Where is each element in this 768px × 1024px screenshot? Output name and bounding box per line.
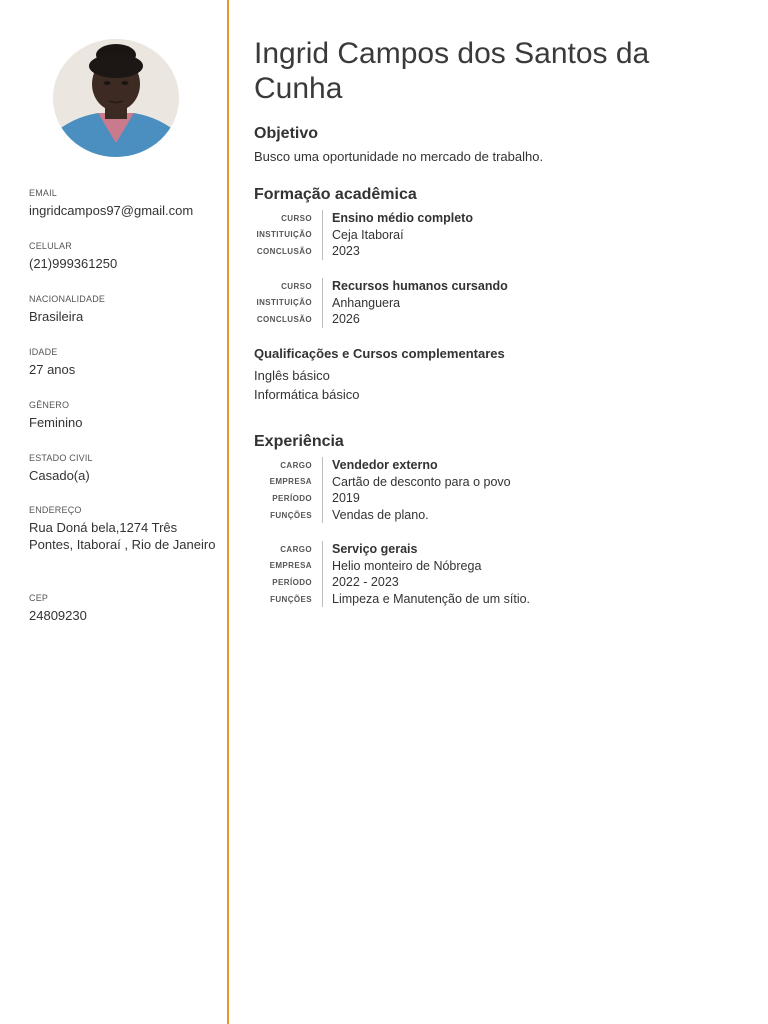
sidebar [0, 0, 227, 1024]
institution-name: Anhanguera [322, 295, 400, 312]
contact-label: CEP [29, 593, 49, 603]
contact-address [29, 505, 219, 553]
contact-label: ESTADO CIVIL [29, 453, 93, 463]
contact-label: NACIONALIDADE [29, 294, 106, 304]
field-label: EMPRESA [269, 561, 312, 571]
field-label: PERÍODO [272, 577, 312, 587]
qualification-item: Informática básico [254, 387, 360, 402]
role-name: Vendedor externo [322, 457, 438, 474]
field-label: CURSO [281, 213, 312, 223]
contact-label: CELULAR [29, 241, 72, 251]
contact-phone [29, 241, 219, 272]
field-label: CONCLUSÃO [256, 314, 312, 324]
field-label: FUNÇÕES [270, 510, 312, 520]
contact-label: GÊNERO [29, 400, 70, 410]
field-label: CARGO [280, 460, 312, 470]
contact-value: 27 anos [29, 362, 76, 377]
education-entry [254, 278, 714, 328]
institution-name: Ceja Itaboraí [322, 227, 404, 244]
contact-email [29, 188, 219, 219]
candidate-name: Ingrid Campos dos Santos da Cunha [254, 37, 650, 105]
education-title: Formação acadêmica [254, 186, 417, 203]
contact-marital-status [29, 453, 219, 484]
field-label: CARGO [280, 544, 312, 554]
contact-label: IDADE [29, 347, 58, 357]
contact-value: Casado(a) [29, 468, 90, 483]
qualification-item: Inglês básico [254, 368, 330, 383]
objective-text: Busco uma oportunidade no mercado de trabalho. [254, 149, 544, 164]
contact-value: Rua Doná bela,1274 Três Pontes, Itaboraí , Rio de Janeiro [29, 520, 216, 552]
experience-entry [254, 457, 714, 523]
completion-year: 2026 [322, 311, 360, 328]
duties-text: Limpeza e Manutenção de um sítio. [322, 591, 530, 608]
education-entry [254, 210, 714, 260]
field-label: EMPRESA [269, 477, 312, 487]
contact-value: ingridcampos97@gmail.com [29, 203, 194, 218]
company-name: Cartão de desconto para o povo [322, 474, 511, 491]
contact-gender [29, 400, 219, 431]
period-value: 2019 [322, 490, 360, 507]
field-label: INSTITUIÇÃO [256, 230, 312, 240]
profile-photo [53, 39, 179, 157]
contact-value: 24809230 [29, 608, 87, 623]
objective-title: Objetivo [254, 125, 319, 142]
course-name: Ensino médio completo [322, 210, 473, 227]
completion-year: 2023 [322, 243, 360, 260]
role-name: Serviço gerais [322, 541, 417, 558]
experience-entry [254, 541, 714, 607]
duties-text: Vendas de plano. [322, 507, 429, 524]
contact-value: (21)999361250 [29, 256, 118, 271]
contact-label: EMAIL [29, 188, 58, 198]
field-label: CURSO [281, 281, 312, 291]
contact-value: Feminino [29, 415, 83, 430]
experience-title: Experiência [254, 433, 344, 450]
field-label: FUNÇÕES [270, 594, 312, 604]
field-label: PERÍODO [272, 493, 312, 503]
contact-label: ENDEREÇO [29, 505, 82, 515]
company-name: Helio monteiro de Nóbrega [322, 558, 481, 575]
field-label: INSTITUIÇÃO [256, 298, 312, 308]
field-label: CONCLUSÃO [256, 246, 312, 256]
qualifications-title: Qualificações e Cursos complementares [254, 346, 505, 361]
contact-zip [29, 593, 219, 624]
accent-divider [227, 0, 229, 1024]
contact-nationality [29, 294, 219, 325]
course-name: Recursos humanos cursando [322, 278, 508, 295]
contact-age [29, 347, 219, 378]
contact-value: Brasileira [29, 309, 84, 324]
period-value: 2022 - 2023 [322, 574, 399, 591]
